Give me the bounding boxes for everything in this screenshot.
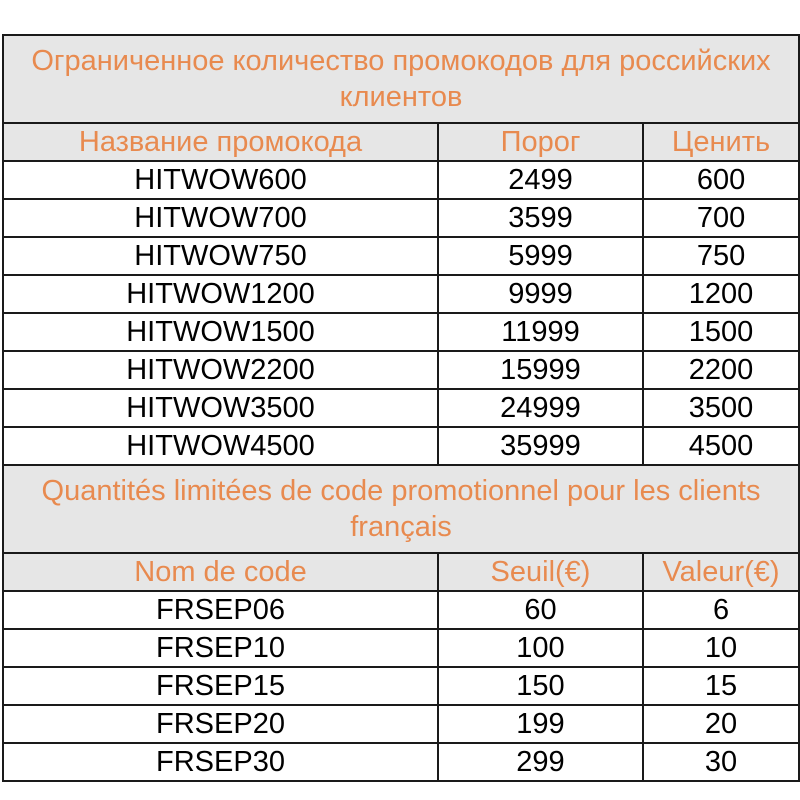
table-row [3,313,799,351]
table-row [3,161,799,199]
value-cell: 700 [643,199,799,237]
section-title-fr: Quantités limitées de code promotionnel pour les clients français [3,465,799,553]
table-row [3,351,799,389]
column-header: Ценить [643,123,799,161]
code-cell: FRSEP06 [3,591,438,629]
value-cell: 30 [643,743,799,781]
column-header: Порог [438,123,643,161]
table-row [3,705,799,743]
value-cell: 750 [643,237,799,275]
column-header: Название промокода [3,123,438,161]
table-row [3,591,799,629]
value-cell: 3500 [643,389,799,427]
promo-code-table-body [3,35,799,781]
code-cell: HITWOW700 [3,199,438,237]
value-cell: 2200 [643,351,799,389]
value-cell: 600 [643,161,799,199]
header-row-ru [3,123,799,161]
value-cell: 20 [643,705,799,743]
column-header: Nom de code [3,553,438,591]
threshold-cell: 3599 [438,199,643,237]
code-cell: HITWOW1200 [3,275,438,313]
value-cell: 4500 [643,427,799,465]
code-cell: HITWOW750 [3,237,438,275]
threshold-cell: 150 [438,667,643,705]
code-cell: FRSEP30 [3,743,438,781]
section-title-row-fr [3,465,799,553]
promo-code-document [2,34,798,782]
value-cell: 1200 [643,275,799,313]
threshold-cell: 9999 [438,275,643,313]
threshold-cell: 60 [438,591,643,629]
promo-code-table [2,34,800,782]
threshold-cell: 35999 [438,427,643,465]
code-cell: FRSEP10 [3,629,438,667]
value-cell: 15 [643,667,799,705]
code-cell: HITWOW1500 [3,313,438,351]
value-cell: 10 [643,629,799,667]
table-row [3,237,799,275]
code-cell: HITWOW2200 [3,351,438,389]
value-cell: 1500 [643,313,799,351]
table-row [3,389,799,427]
table-row [3,199,799,237]
threshold-cell: 199 [438,705,643,743]
threshold-cell: 2499 [438,161,643,199]
code-cell: HITWOW3500 [3,389,438,427]
column-header: Valeur(€) [643,553,799,591]
value-cell: 6 [643,591,799,629]
code-cell: HITWOW600 [3,161,438,199]
table-row [3,667,799,705]
section-title-row-ru [3,35,799,123]
threshold-cell: 11999 [438,313,643,351]
threshold-cell: 299 [438,743,643,781]
table-row [3,629,799,667]
threshold-cell: 5999 [438,237,643,275]
threshold-cell: 24999 [438,389,643,427]
table-row [3,427,799,465]
code-cell: FRSEP20 [3,705,438,743]
header-row-fr [3,553,799,591]
column-header: Seuil(€) [438,553,643,591]
code-cell: HITWOW4500 [3,427,438,465]
table-row [3,743,799,781]
table-row [3,275,799,313]
code-cell: FRSEP15 [3,667,438,705]
section-title-ru: Ограниченное количество промокодов для российских клиентов [3,35,799,123]
threshold-cell: 15999 [438,351,643,389]
threshold-cell: 100 [438,629,643,667]
